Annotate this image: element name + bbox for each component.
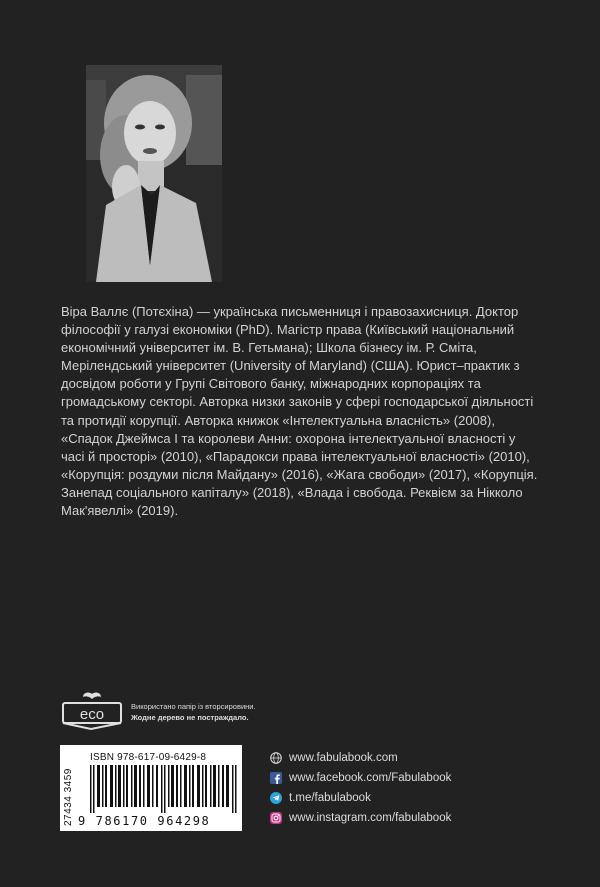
eco-book-icon xyxy=(61,691,123,731)
telegram-icon xyxy=(270,792,282,804)
website-link-text: www.fabulabook.com xyxy=(289,752,398,764)
facebook-link[interactable] xyxy=(270,768,451,788)
eco-line-1: Використано папір із вторсировини. xyxy=(131,702,256,711)
facebook-icon xyxy=(270,772,282,784)
eco-line-2: Жодне дерево не постраждало. xyxy=(131,713,249,722)
globe-icon xyxy=(270,752,282,764)
isbn-text: ISBN 978-617-09-6429-8 xyxy=(90,752,207,763)
author-photo xyxy=(86,65,222,282)
author-portrait-image xyxy=(86,65,222,282)
barcode-bars xyxy=(90,765,238,813)
eco-logo-text: eco xyxy=(79,706,105,723)
ean-number: 9 786170 964298 xyxy=(78,814,211,828)
facebook-link-text: www.facebook.com/Fabulabook xyxy=(289,772,452,784)
barcode xyxy=(60,745,242,831)
instagram-link[interactable] xyxy=(270,808,451,828)
eco-label xyxy=(61,689,301,733)
instagram-icon xyxy=(270,812,282,824)
telegram-link-text: t.me/fabulabook xyxy=(289,792,371,804)
instagram-link-text: www.instagram.com/fabulabook xyxy=(289,812,452,824)
publisher-links xyxy=(270,748,451,828)
telegram-link[interactable] xyxy=(270,788,451,808)
website-link[interactable] xyxy=(270,748,451,768)
author-bio: Віра Валлє (Потєхіна) — українська письменниця і правозахисниця. Доктор філософії у галузі економіки (PhD). Магістр права (Київський національний економічний університет ім. В. Гетьмана); Школа бізнесу ім. Р. Сміта, Мерілендський університет (University of Maryland) (США). Юрист–практик з досвідом роботи у Групі Світового банку, міжнародних корпораціях та громадському секторі. Авторка низки законів у сфері господарської діяльності та протидії корупції. Авторка книжок «Інтелектуальна власність» (2008), «Спадок Джеймса І та королеви Анни: охорона інтелектуальної власності у часі й просторі» (2010), «Парадокси права інтелектуальної власності» (2010), «Корупція: роздуми після Майдану» (2016), «Жага свободи» (2017), «Корупція. Занепад соціального капіталу» (2018), «Влада і свобода. Реквієм за Нікколо Мак'явеллі» (2019). xyxy=(61,304,538,519)
side-code: 27434 3459 xyxy=(63,768,74,826)
eco-text xyxy=(131,701,256,723)
